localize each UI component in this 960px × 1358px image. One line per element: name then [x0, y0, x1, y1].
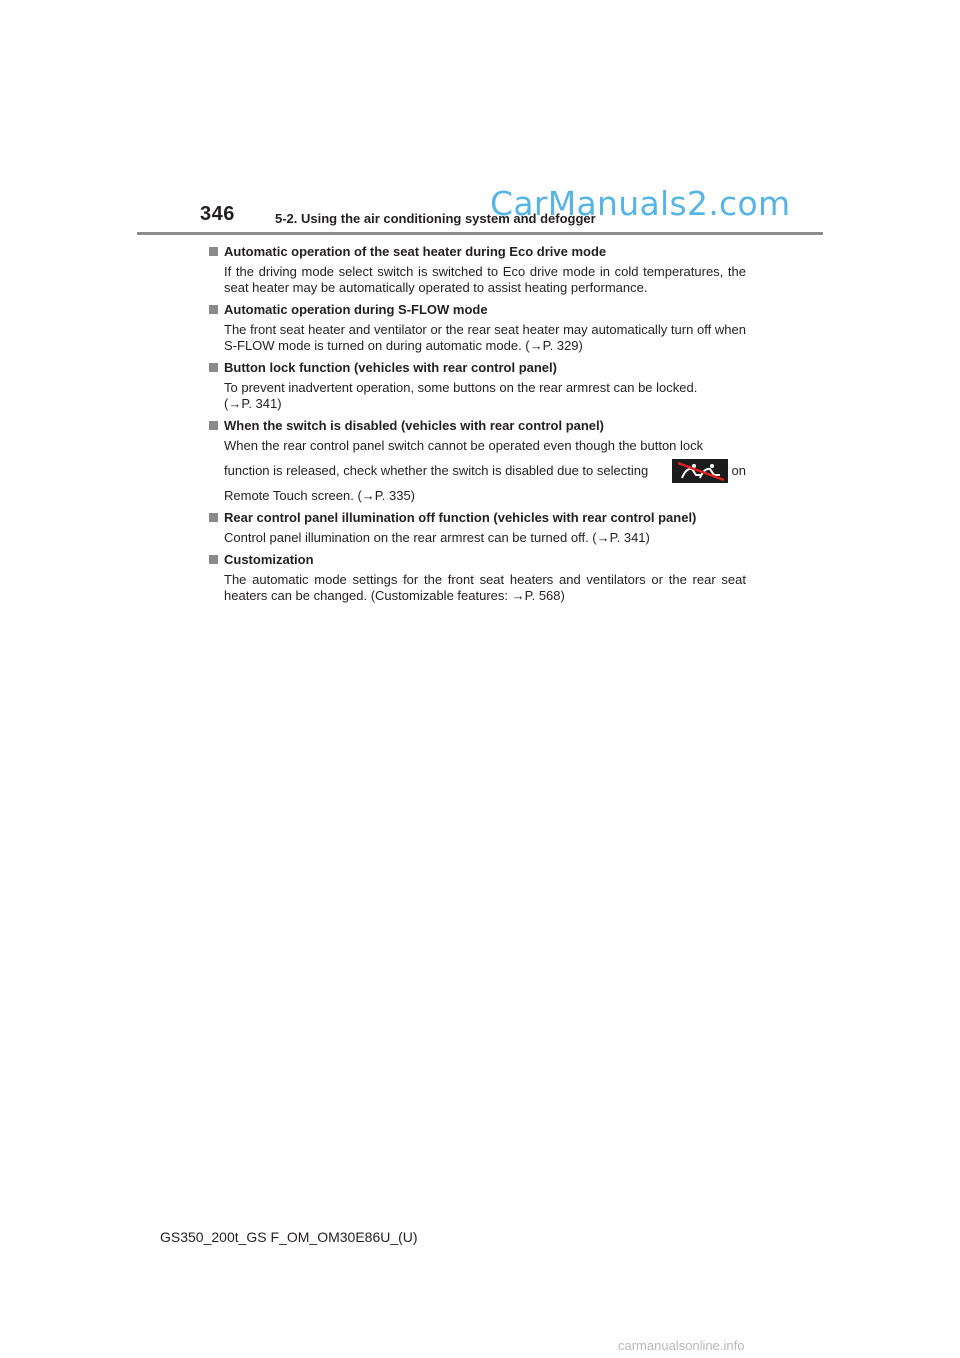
section-body: The front seat heater and ventilator or the rear seat heater may automatically turn off when S-FLOW mode is turned on during automatic mode. (→P. 329)	[224, 322, 746, 353]
square-bullet-icon	[209, 421, 218, 430]
square-bullet-icon	[209, 555, 218, 564]
section-heading: When the switch is disabled (vehicles with rear control panel)	[209, 418, 746, 434]
header-watermark: CarManuals2.com	[490, 184, 791, 223]
section-body: The automatic mode settings for the front seat heaters and ventilators or the rear seat heaters can be changed. (Customizable features: →P. 568)	[224, 572, 746, 603]
section-eco-drive	[209, 244, 746, 296]
section-customization	[209, 552, 746, 604]
footer-watermark: carmanualsonline.info	[618, 1338, 745, 1353]
section-button-lock	[209, 360, 746, 412]
section-title: 5-2. Using the air conditioning system and defogger	[275, 211, 596, 226]
document-code: GS350_200t_GS F_OM_OM30E86U_(U)	[160, 1229, 418, 1245]
section-switch-disabled	[209, 418, 746, 504]
section-heading: Rear control panel illumination off function (vehicles with rear control panel)	[209, 510, 746, 526]
square-bullet-icon	[209, 247, 218, 256]
section-heading: Automatic operation during S-FLOW mode	[209, 302, 746, 318]
section-s-flow	[209, 302, 746, 354]
content	[209, 244, 746, 610]
section-heading: Automatic operation of the seat heater during Eco drive mode	[209, 244, 746, 260]
section-heading: Customization	[209, 552, 746, 568]
page-number: 346	[200, 203, 235, 225]
rear-seat-disabled-icon	[672, 459, 728, 483]
section-body: To prevent inadvertent operation, some buttons on the rear armrest can be locked. (→P. 341)	[224, 380, 698, 411]
square-bullet-icon	[209, 513, 218, 522]
section-illumination-off	[209, 510, 746, 546]
section-body: Control panel illumination on the rear armrest can be turned off. (→P. 341)	[224, 530, 650, 545]
square-bullet-icon	[209, 363, 218, 372]
body-line-with-icon: function is released, check whether the switch is disabled due to selecting on	[224, 459, 746, 483]
section-body: When the rear control panel switch cannot be operated even though the button lock function is released, check whether the switch is disabled due to selecting on Remote Touch screen. (→P. 335)	[224, 438, 746, 503]
square-bullet-icon	[209, 305, 218, 314]
section-heading: Button lock function (vehicles with rear control panel)	[209, 360, 746, 376]
section-body: If the driving mode select switch is switched to Eco drive mode in cold temperatures, the seat heater may be automatically operated to assist heating performance.	[224, 264, 746, 295]
header-rule	[137, 232, 823, 235]
